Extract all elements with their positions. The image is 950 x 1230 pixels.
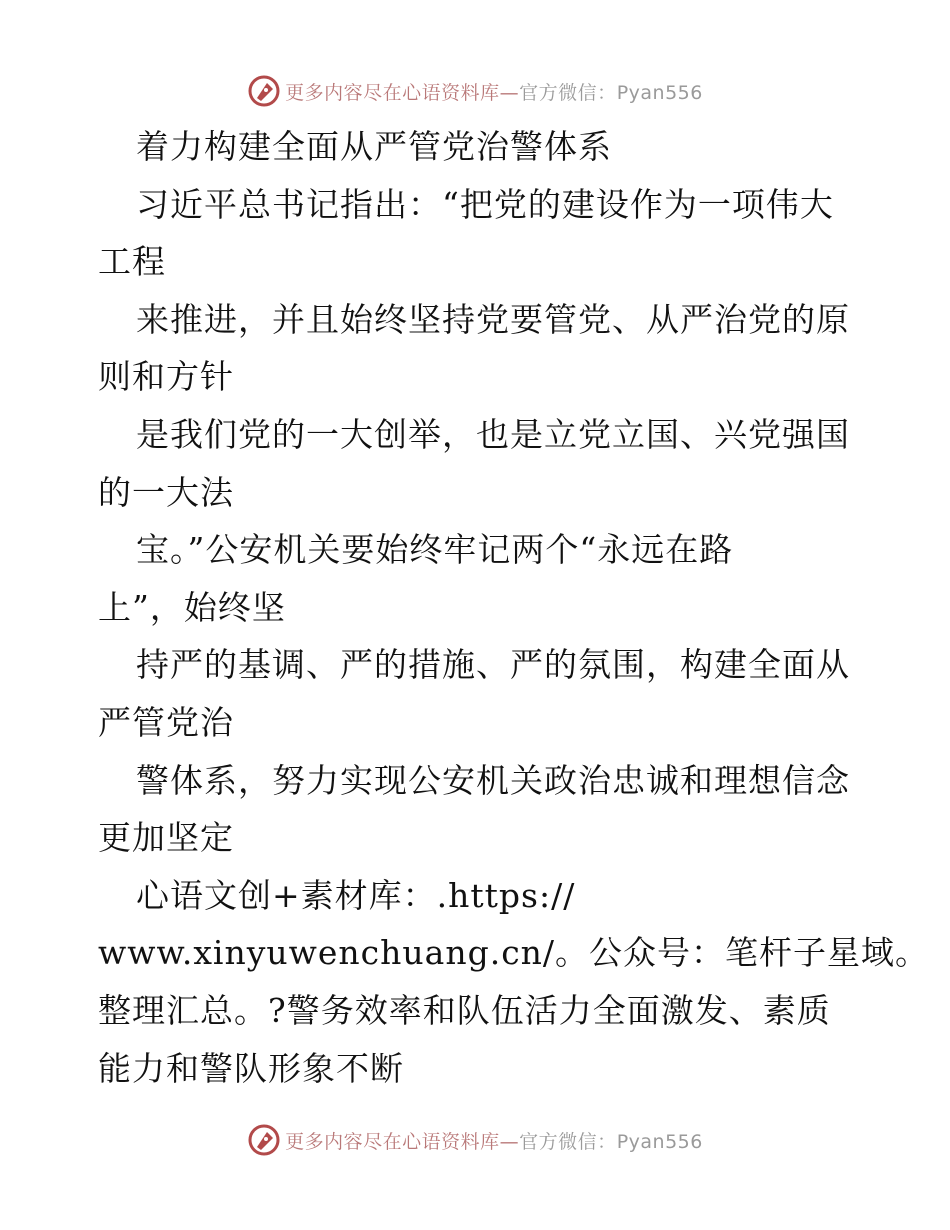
watermark-footer bbox=[0, 1120, 950, 1160]
text-line: 警体系，努力实现公安机关政治忠诚和理想信念 bbox=[136, 760, 850, 800]
text-line: 心语文创+素材库：.https:// bbox=[136, 875, 576, 915]
text-line: 是我们党的一大创举，也是立党立国、兴党强国 bbox=[136, 414, 850, 454]
text-line: www.xinyuwenchuang.cn/。公众号：笔杆子星域。 bbox=[98, 933, 930, 973]
text-line: 工程 bbox=[98, 242, 166, 282]
document-body bbox=[98, 118, 930, 1097]
text-line: 更加坚定 bbox=[98, 818, 234, 858]
text-line: 整理汇总。?警务效率和队伍活力全面激发、素质 bbox=[98, 990, 831, 1030]
watermark-header bbox=[0, 71, 950, 111]
text-line: 能力和警队形象不断 bbox=[98, 1048, 404, 1088]
text-line: 上”，始终坚 bbox=[98, 587, 286, 627]
text-line: 的一大法 bbox=[98, 472, 234, 512]
watermark-text: 更多内容尽在心语资料库—官方微信：Pyan556 bbox=[285, 81, 703, 104]
watermark-text: 更多内容尽在心语资料库—官方微信：Pyan556 bbox=[285, 1130, 703, 1153]
text-line: 严管党治 bbox=[98, 702, 234, 742]
text-line: 则和方针 bbox=[98, 357, 234, 397]
text-line: 宝。”公安机关要始终牢记两个“永远在路 bbox=[136, 530, 734, 570]
text-line: 来推进，并且始终坚持党要管党、从严治党的原 bbox=[136, 299, 850, 339]
document-title: 着力构建全面从严管党治警体系 bbox=[136, 127, 612, 166]
pen-nib-circle-icon bbox=[247, 74, 281, 108]
text-line: 习近平总书记指出：“把党的建设作为一项伟大 bbox=[136, 184, 834, 224]
text-line: 持严的基调、严的措施、严的氛围，构建全面从 bbox=[136, 645, 850, 685]
pen-nib-circle-icon bbox=[247, 1123, 281, 1157]
